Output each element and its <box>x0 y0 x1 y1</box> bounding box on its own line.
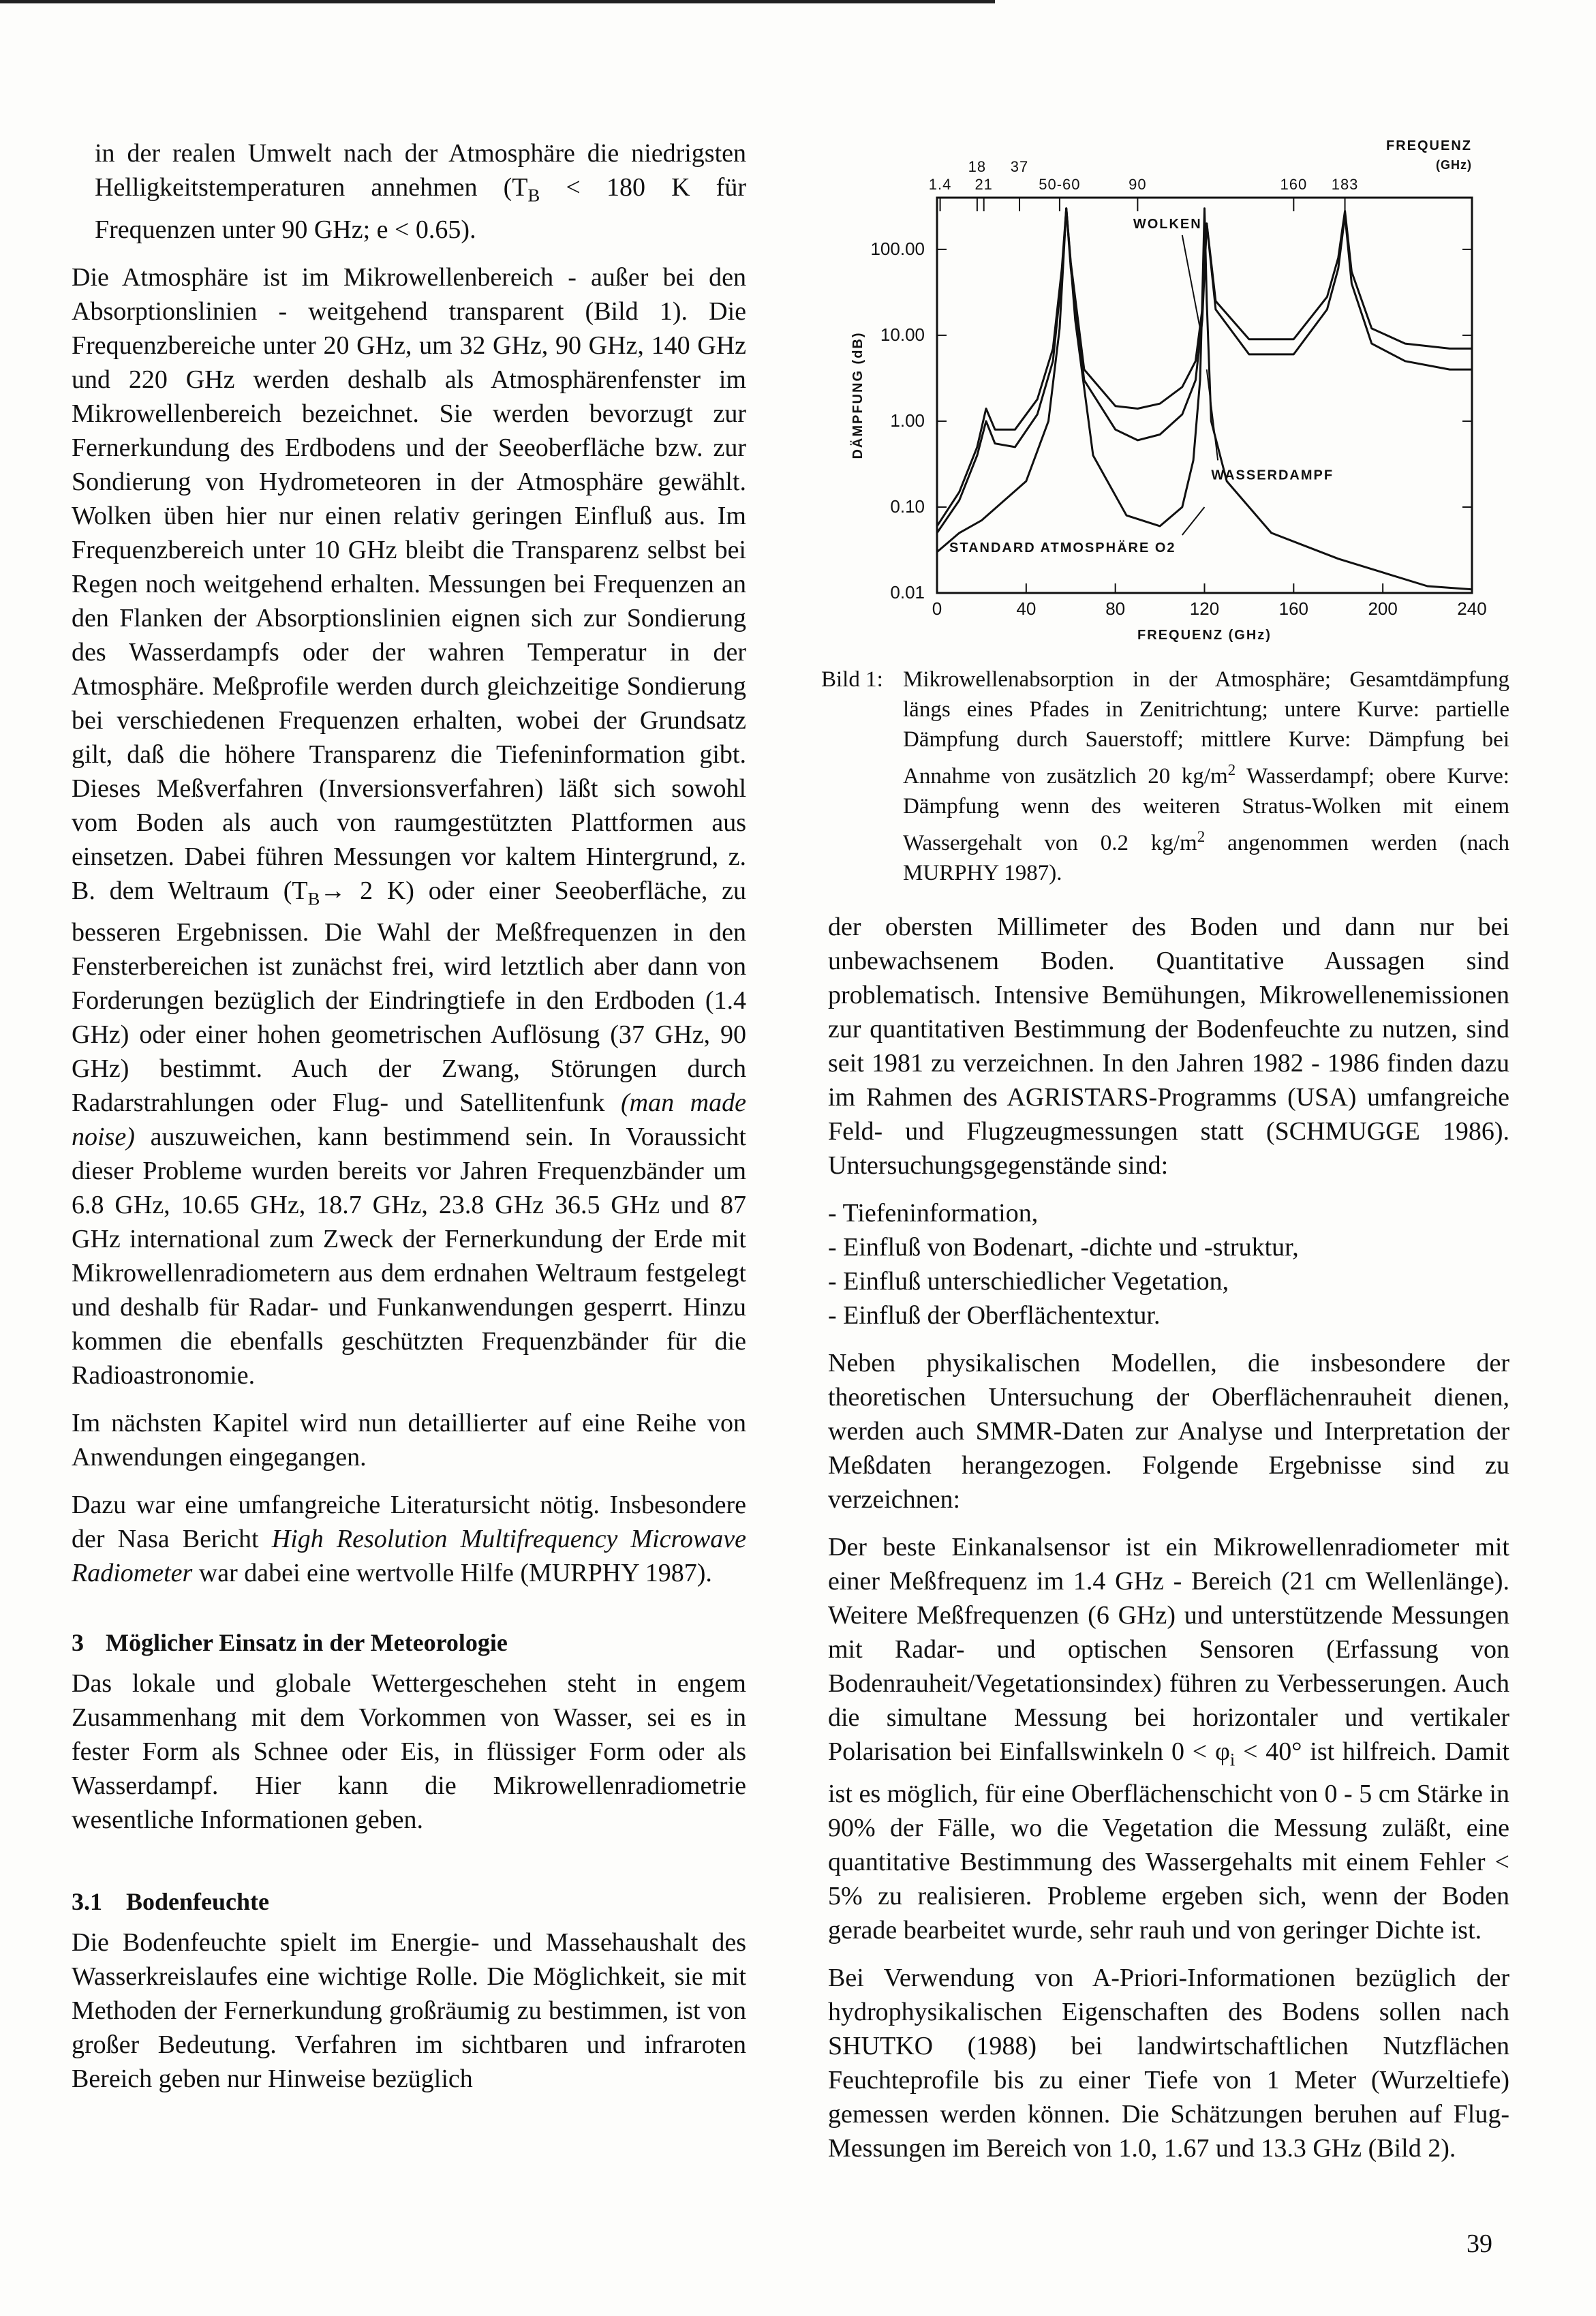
x-tick-label: 200 <box>1368 598 1398 619</box>
figure-caption <box>821 665 1509 888</box>
x-tick-label: 40 <box>1016 598 1037 619</box>
top-tick-label: 183 <box>1331 176 1359 193</box>
top-axis-label: FREQUENZ <box>1386 138 1472 153</box>
y-tick-label: 0.01 <box>890 582 925 603</box>
x-tick-label: 120 <box>1189 598 1220 619</box>
paragraph-sensor: Der beste Einkanalsensor ist ein Mikrowellenradiometer mit einer Meßfrequenz im 1.4 GHz - Bereich (21 cm Wellenlänge). Weitere Meßfrequenzen (6 GHz) und unterstützende Messungen mit Radar- und optischen Sensoren (Erfassung von Bodenrauheit/Vegetationsindex) führen zu Verbesserungen. Auch die simultane Messung bei horizontaler und vertikaler Polarisation bei Einfallswinkeln $0 < \varphi_i < 40^\circ$ ist hilfreich. Damit ist es möglich, für eine Oberflächenschicht von 0 - 5 cm Stärke in 90% der Fälle, wo die Vegetation die Messung zuläßt, eine quantitative Bestimmung des Wassergehalts mit einem Fehler < 5% zu realisieren. Probleme ergeben sich, wenn der Boden gerade bearbeitet wurde, sehr rauh und von geringer Dichte ist. <box>828 1533 1509 1945</box>
paragraph-models: Neben physikalischen Modellen, die insbesondere der theoretischen Untersuchung der Oberflächenrauheit dienen, werden auch SMMR-Daten zur Analyse und Interpretation der Meßdaten herangezogen. Folgende Ergebnisse sind zu verzeichnen: <box>828 1349 1509 1514</box>
x-tick-label: 240 <box>1457 598 1487 619</box>
caption-label: Bild 1: <box>821 667 883 692</box>
paragraph-a-priori: Bei Verwendung von A-Priori-Informationen bezüglich der hydrophysikalischen Eigenschaften des Bodens sollen nach SHUTKO (1988) bei landwirtschaftlichen Nutzflächen Feuchteprofile bis zu einer Tiefe von 1 Meter (Wurzeltiefe) gemessen werden können. Die Schätzungen beruhen auf Flug-Messungen im Bereich von 1.0, 1.67 und 13.3 GHz (Bild 2). <box>828 1963 1509 2163</box>
annotation-wolken: WOLKEN <box>1133 217 1202 232</box>
top-tick-label: 37 <box>1010 158 1029 175</box>
figure-1-chart <box>828 136 1516 668</box>
x-tick-label: 160 <box>1278 598 1309 619</box>
paragraph-continued: in der realen Umwelt nach der Atmosphäre die niedrigsten Helligkeitstemperaturen annehmen ($T_B < 180$ K für Frequenzen unter 90 GHz; e < 0.65). <box>95 139 746 244</box>
top-tick-label: 50-60 <box>1039 176 1081 193</box>
caption-text: Mikrowellenabsorption in der Atmosphäre; Gesamtdämpfung längs eines Pfades in Zenitrichtung; untere Kurve: partielle Dämpfung durch Sauerstoff; mittlere Kurve: Dämpfung bei Annahme von zusätzlich 20 $kg/m^2$ Wasserdampf; obere Kurve: Dämpfung wenn des weiteren Stratus-Wolken mit einem Wassergehalt von 0.2 $kg/m^2$ angenommen werden (nach MURPHY 1987). <box>903 667 1509 885</box>
top-rule <box>0 0 995 3</box>
list-item: - Einfluß unterschiedlicher Vegetation, <box>828 1267 1229 1296</box>
paragraph-meteorology: Das lokale und globale Wettergeschehen steht in engem Zusammenhang mit dem Vorkommen von Wasser, sei es in fester Form als Schnee oder Eis, in flüssiger Form oder als Wasserdampf. Hier kann die Mikrowellenradiometrie wesentliche Informationen geben. <box>72 1669 746 1835</box>
x-tick-label: 80 <box>1105 598 1126 619</box>
series-line-2 <box>937 209 1472 526</box>
top-tick-label: 160 <box>1280 176 1308 193</box>
section-heading-3-1: 3.1 Bodenfeuchte <box>72 1888 269 1916</box>
y-tick-label: 10.00 <box>880 324 925 345</box>
annotation-wasserdampf: WASSERDAMPF <box>1211 468 1334 483</box>
absorption-chart-svg <box>828 136 1516 668</box>
paragraph-soil-moisture: Die Bodenfeuchte spielt im Energie- und Massehaushalt des Wasserkreislaufes eine wichtige Rolle. Die Möglichkeit, sie mit Methoden der Fernerkundung großräumig zu bestimmen, ist von großer Bedeutung. Verfahren im sichtbaren und infraroten Bereich geben nur Hinweise bezüglich <box>72 1928 746 2094</box>
right-column <box>828 910 1509 2179</box>
top-tick-label: 1.4 <box>928 176 952 193</box>
y-tick-label: 0.10 <box>890 496 925 517</box>
paragraph-literature: Dazu war eine umfangreiche Literatursicht nötig. Insbesondere der Nasa Bericht High Resolution Multifrequency Microwave Radiometer war dabei eine wertvolle Hilfe (MURPHY 1987). <box>72 1491 746 1588</box>
section-heading-3: 3 Möglicher Einsatz in der Meteorologie <box>72 1629 508 1657</box>
top-axis-unit: (GHz) <box>1436 158 1472 172</box>
research-topics-list <box>828 1196 1509 1332</box>
top-tick-label: 90 <box>1129 176 1147 193</box>
y-tick-label: 100.00 <box>870 238 925 259</box>
x-tick-label: 0 <box>932 598 942 619</box>
y-tick-label: 1.00 <box>890 410 925 431</box>
annotation-wasserdampf-pointer <box>1207 369 1218 460</box>
annotation-o2-pointer <box>1182 507 1205 535</box>
left-column <box>72 136 746 2109</box>
y-axis-label: DÄMPFUNG (dB) <box>850 331 865 459</box>
annotation-standard-atmosphere: STANDARD ATMOSPHÄRE O2 <box>949 540 1176 555</box>
list-item: - Einfluß von Bodenart, -dichte und -struktur, <box>828 1233 1299 1262</box>
paragraph-next-chapter: Im nächsten Kapitel wird nun detaillierter auf eine Reihe von Anwendungen eingegangen. <box>72 1409 746 1472</box>
paragraph-soil-top: der obersten Millimeter des Boden und dann nur bei unbewachsenem Boden. Quantitative Aussagen sind problematisch. Intensive Bemühungen, Mikrowellenemissionen zur quantitativen Bestimmung der Bodenfeuchte zu nutzen, sind seit 1981 zu verzeichnen. In den Jahren 1982 - 1986 finden dazu im Rahmen des AGRISTARS-Programms (USA) umfangreiche Feld- und Flugzeugmessungen statt (SCHMUGGE 1986). Untersuchungsgegenstände sind: <box>828 913 1509 1180</box>
annotation-wolken-pointer <box>1182 235 1200 329</box>
page-number: 39 <box>1467 2229 1492 2258</box>
top-tick-label: 18 <box>968 158 987 175</box>
list-item: - Einfluß der Oberflächentextur. <box>828 1301 1161 1330</box>
x-axis-label: FREQUENZ (GHz) <box>1137 628 1272 643</box>
list-item: - Tiefeninformation, <box>828 1199 1039 1228</box>
top-tick-label: 21 <box>975 176 993 193</box>
paragraph-atmosphere: Die Atmosphäre ist im Mikrowellenbereich - außer bei den Absorptionslinien - weitgehend transparent (Bild 1). Die Frequenzbereiche unter 20 GHz, um 32 GHz, 90 GHz, 140 GHz und 220 GHz werden deshalb als Atmosphärenfenster im Mikrowellenbereich bezeichnet. Sie werden bevorzugt zur Fernerkundung des Erdbodens und der Seeoberfläche bzw. zur Sondierung von Hydrometeoren in der Atmosphäre gewählt. Wolken üben hier nur einen relativ geringen Einfluß aus. Im Frequenzbereich unter 10 GHz bleibt die Transparenz selbst bei Regen noch weitgehend erhalten. Messungen bei Frequenzen an den Flanken der Absorptionslinien eignen sich zur Sondierung des Wasserdampfs oder der wahren Temperatur in der Atmosphäre. Meßprofile werden durch gleichzeitige Sondierung bei verschiedenen Frequenzen erhalten, wobei der Grundsatz gilt, daß die höhere Transparenz die Tiefeninformation gibt. Dieses Meßverfahren (Inversionsverfahren) läßt sich sowohl vom Boden als auch von raumgestützten Plattformen aus einsetzen. Dabei führen Messungen vor kaltem Hintergrund, z. B. dem Weltraum ($T_B\to 2$ K) oder einer Seeoberfläche, zu besseren Ergebnissen. Die Wahl der Meßfrequenzen in den Fensterbereichen ist zunächst frei, wird letztlich aber dann von Forderungen bezüglich der Eindringtiefe in den Erdboden (1.4 GHz) oder einer hohen geometrischen Auflösung (37 GHz, 90 GHz) bestimmt. Auch der Zwang, Störungen durch Radarstrahlungen oder Flug- und Satellitenfunk (man made noise) auszuweichen, kann bestimmend sein. In Voraussicht dieser Probleme wurden bereits vor Jahren Frequenzbänder um 6.8 GHz, 10.65 GHz, 18.7 GHz, 23.8 GHz 36.5 GHz und 87 GHz international zum Zweck der Fernerkundung der Erde mit Mikrowellenradiometern aus dem erdnahen Weltraum festgelegt und deshalb für Radar- und Funkanwendungen gesperrt. Hinzu kommen die ebenfalls geschützten Frequenzbänder für die Radioastronomie. <box>72 262 746 1390</box>
